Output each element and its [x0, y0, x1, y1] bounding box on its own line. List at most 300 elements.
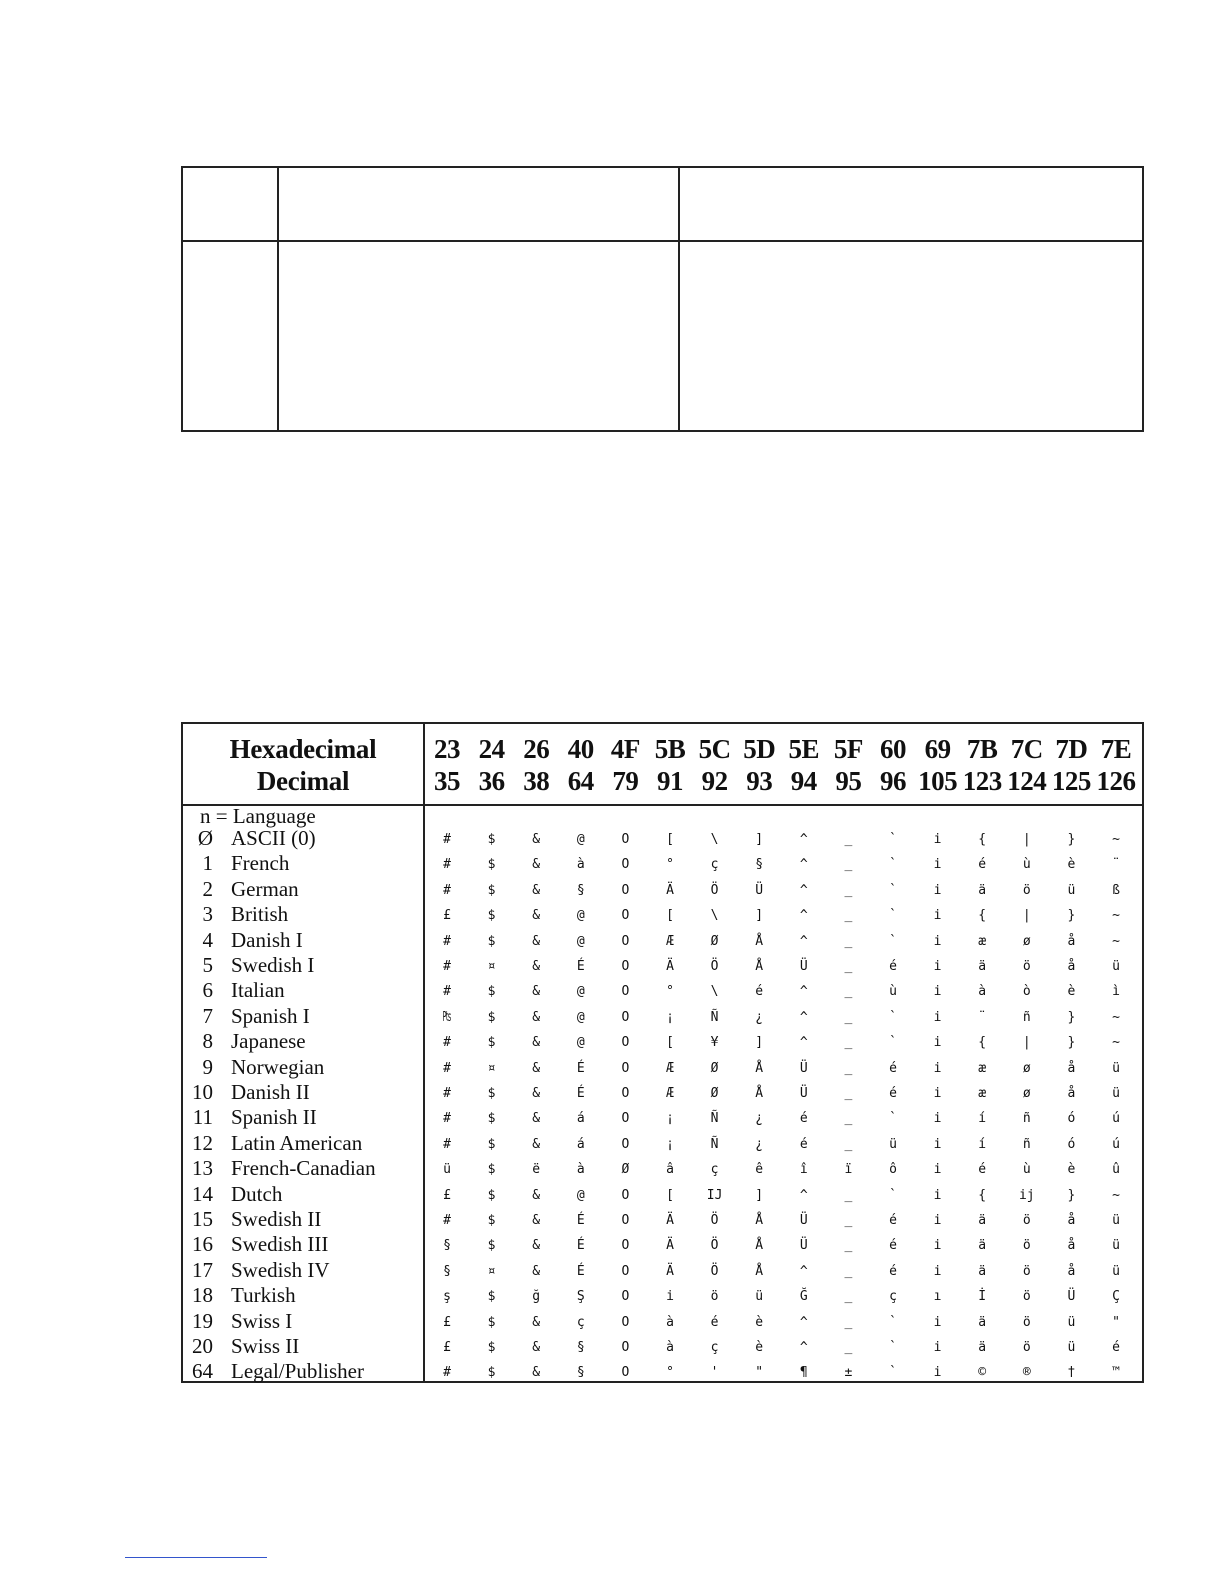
character-glyph: `	[889, 908, 897, 924]
decimal-code: 79	[612, 766, 639, 796]
character-glyph: _	[844, 1238, 853, 1254]
character-glyph: ü	[1112, 1263, 1120, 1279]
character-glyph: O	[621, 882, 630, 898]
character-glyph: Ü	[799, 1213, 808, 1228]
character-glyph: i	[933, 832, 942, 847]
character-glyph: O	[621, 908, 630, 924]
language-name: Norwegian	[231, 1054, 325, 1079]
character-glyph: é	[710, 1314, 719, 1330]
decimal-code: 125	[1051, 766, 1091, 796]
character-glyph: §	[576, 1365, 585, 1381]
character-glyph: &	[532, 857, 541, 873]
character-glyph: Å	[755, 1086, 764, 1101]
character-glyph: ñ	[1022, 1009, 1031, 1025]
language-number: 10	[192, 1080, 213, 1104]
character-glyph: ]	[755, 832, 764, 847]
character-glyph: æ	[978, 1086, 987, 1101]
character-glyph: ö	[1022, 1213, 1031, 1228]
character-glyph: Æ	[666, 1086, 674, 1101]
character-glyph: @	[576, 984, 585, 1000]
language-name: Swedish I	[231, 953, 315, 977]
character-glyph: &	[532, 1263, 541, 1279]
decimal-code: 94	[790, 766, 817, 796]
decimal-code: 38	[523, 766, 550, 796]
character-glyph: _	[844, 1086, 853, 1101]
character-glyph: #	[443, 857, 451, 873]
character-glyph: Ø	[710, 1060, 719, 1076]
character-glyph: #	[443, 1136, 451, 1152]
character-glyph: ö	[1022, 1314, 1031, 1330]
language-number: 20	[192, 1334, 213, 1358]
character-set-table	[181, 722, 1144, 1383]
character-glyph: `	[889, 1009, 897, 1025]
decimal-code: 96	[880, 766, 906, 796]
character-glyph: ù	[889, 984, 897, 1000]
character-glyph: O	[621, 1263, 630, 1279]
character-glyph: i	[933, 882, 942, 898]
character-glyph: £	[443, 1314, 451, 1330]
character-glyph: $	[487, 933, 496, 949]
character-glyph: O	[621, 1009, 630, 1025]
character-glyph: \	[710, 908, 719, 924]
character-glyph: å	[1067, 959, 1076, 974]
character-glyph: ^	[799, 1035, 808, 1051]
character-glyph: ß	[1112, 882, 1120, 898]
character-glyph: é	[799, 1136, 808, 1152]
character-glyph: ø	[1022, 1086, 1031, 1101]
hex-code: 69	[924, 734, 951, 764]
character-glyph: &	[532, 908, 541, 924]
character-glyph: `	[889, 1035, 897, 1051]
character-glyph: ¿	[755, 1136, 764, 1152]
character-glyph: i	[933, 959, 942, 974]
character-glyph: ø	[1022, 933, 1031, 949]
character-glyph: Ñ	[710, 1009, 719, 1025]
character-glyph: }	[1067, 1009, 1076, 1025]
language-name: Swedish IV	[231, 1257, 330, 1282]
character-glyph: ¨	[978, 1009, 987, 1025]
language-number: 6	[202, 978, 213, 1003]
character-glyph: Ü	[799, 959, 808, 974]
character-glyph: ¡	[666, 1111, 674, 1127]
character-glyph: &	[532, 1035, 541, 1051]
character-glyph: ^	[799, 1314, 808, 1330]
table-row	[183, 1182, 1142, 1207]
table-row	[183, 1334, 1142, 1359]
character-glyph: å	[1067, 1213, 1076, 1228]
character-glyph: i	[933, 908, 942, 924]
character-glyph: i	[933, 857, 942, 873]
character-glyph: O	[621, 1213, 630, 1228]
character-glyph: {	[978, 1035, 987, 1051]
character-glyph: ü	[889, 1136, 897, 1152]
character-glyph: O	[621, 984, 630, 1000]
character-glyph: ^	[799, 832, 808, 847]
character-glyph: í	[978, 1111, 987, 1127]
character-glyph: {	[978, 1187, 987, 1203]
character-glyph: _	[844, 1035, 853, 1051]
character-glyph: _	[844, 984, 853, 1000]
character-glyph: é	[889, 1263, 897, 1279]
character-glyph: #	[443, 1086, 451, 1101]
character-glyph: $	[487, 1009, 496, 1025]
character-glyph: ¡	[666, 1136, 674, 1152]
character-glyph: &	[532, 1086, 541, 1101]
character-glyph: ü	[1112, 1086, 1120, 1101]
character-glyph: ñ	[1022, 1136, 1031, 1152]
character-glyph: `	[889, 1365, 897, 1381]
language-number: 4	[202, 927, 213, 952]
character-glyph: É	[576, 1060, 585, 1076]
language-name: Turkish	[231, 1283, 296, 1308]
character-glyph: O	[621, 1035, 630, 1051]
character-glyph: è	[755, 1314, 764, 1330]
character-glyph: °	[666, 1365, 674, 1381]
character-glyph: ä	[978, 1213, 987, 1228]
language-name: Swiss I	[231, 1308, 293, 1333]
language-name: Swedish II	[231, 1207, 322, 1231]
character-glyph: ç	[710, 1162, 719, 1178]
character-glyph: Ö	[710, 882, 719, 898]
character-glyph: Ö	[710, 1238, 719, 1254]
character-glyph: $	[487, 1365, 496, 1381]
character-glyph: ü	[755, 1289, 764, 1305]
character-glyph: IJ	[706, 1187, 723, 1203]
language-name: Spanish II	[231, 1105, 317, 1130]
character-glyph: `	[889, 1340, 897, 1355]
hexadecimal-label: Hexadecimal	[229, 734, 377, 764]
character-glyph: O	[621, 1289, 630, 1305]
character-glyph: ™	[1112, 1365, 1120, 1381]
character-glyph: #	[443, 1111, 451, 1127]
hex-code: 23	[434, 734, 460, 764]
character-glyph: i	[666, 1289, 674, 1305]
character-glyph: è	[1067, 984, 1076, 1000]
table-row	[183, 953, 1142, 978]
character-glyph: {	[978, 832, 987, 847]
character-glyph: ü	[443, 1162, 451, 1178]
character-glyph: å	[1067, 1263, 1076, 1279]
character-glyph: £	[443, 1187, 451, 1203]
character-glyph: ö	[1022, 959, 1031, 974]
character-glyph: i	[933, 1187, 942, 1203]
character-glyph: @	[576, 1187, 585, 1203]
character-glyph: [	[666, 1187, 674, 1203]
character-glyph: ğ	[532, 1289, 541, 1305]
character-glyph: à	[576, 857, 585, 873]
character-glyph: O	[621, 959, 630, 974]
character-glyph: #	[443, 882, 451, 898]
language-name: French-Canadian	[231, 1156, 376, 1181]
character-glyph: _	[844, 1136, 853, 1152]
character-glyph: °	[666, 857, 674, 873]
character-glyph: &	[532, 1213, 541, 1228]
character-glyph: à	[576, 1162, 585, 1178]
character-glyph: ^	[799, 984, 808, 1000]
character-glyph: $	[487, 1136, 496, 1152]
character-glyph: £	[443, 1340, 451, 1355]
character-glyph: ç	[889, 1289, 897, 1305]
character-glyph: ¥	[710, 1035, 719, 1051]
character-glyph: ú	[1112, 1136, 1120, 1152]
character-glyph: @	[576, 1009, 585, 1025]
footnote-rule	[125, 1557, 267, 1558]
character-glyph: ò	[1022, 984, 1031, 1000]
character-glyph: i	[933, 1314, 942, 1330]
character-glyph: O	[621, 857, 630, 873]
character-glyph: ï	[844, 1162, 853, 1178]
character-glyph: Ç	[1112, 1289, 1120, 1305]
hex-code: 5D	[743, 734, 776, 764]
character-glyph: &	[532, 1340, 541, 1355]
language-number: 7	[202, 1003, 213, 1028]
table-row	[183, 851, 1142, 876]
character-glyph: '	[710, 1365, 719, 1381]
character-glyph: ^	[799, 857, 808, 873]
character-glyph: É	[576, 959, 585, 974]
character-glyph: ç	[710, 1340, 719, 1355]
character-glyph: ş	[443, 1289, 451, 1305]
character-glyph: &	[532, 1009, 541, 1025]
character-glyph: ö	[1022, 1289, 1031, 1305]
character-glyph: Ö	[710, 1213, 719, 1228]
language-name: Latin American	[231, 1130, 363, 1155]
table-row	[183, 1131, 1142, 1156]
character-glyph: `	[889, 1187, 897, 1203]
character-glyph: Ä	[666, 882, 674, 898]
hex-code: 26	[523, 734, 550, 764]
character-glyph: ¿	[755, 1009, 764, 1025]
character-glyph: $	[487, 984, 496, 1000]
decimal-code: 95	[835, 766, 862, 796]
character-glyph: ü	[1112, 959, 1120, 974]
character-glyph: ¤	[487, 1060, 496, 1076]
character-glyph: [	[666, 832, 674, 847]
character-glyph: æ	[978, 1060, 987, 1076]
character-glyph: ^	[799, 1263, 808, 1279]
character-glyph: é	[889, 1238, 897, 1254]
character-glyph: É	[576, 1213, 585, 1228]
character-glyph: _	[844, 1314, 853, 1330]
character-glyph: İ	[978, 1289, 987, 1305]
character-glyph: å	[1067, 1086, 1076, 1101]
character-glyph: ₧	[443, 1009, 451, 1025]
table-row	[183, 877, 1142, 902]
language-name: Dutch	[231, 1181, 283, 1206]
decimal-code: 35	[434, 766, 460, 796]
character-glyph: é	[755, 984, 764, 1000]
table-row	[183, 1359, 1142, 1384]
character-glyph: ä	[978, 1238, 987, 1254]
character-glyph: ü	[1112, 1060, 1120, 1076]
character-glyph: O	[621, 1238, 630, 1254]
character-glyph: \	[710, 832, 719, 847]
character-glyph: &	[532, 984, 541, 1000]
character-glyph: í	[978, 1136, 987, 1152]
language-name: Japanese	[231, 1029, 306, 1054]
character-glyph: ê	[755, 1162, 764, 1178]
character-glyph: i	[933, 1111, 942, 1127]
character-glyph: ü	[1067, 1340, 1076, 1355]
character-glyph: ^	[799, 882, 808, 898]
character-glyph: ö	[710, 1289, 719, 1305]
language-number: 2	[202, 876, 213, 901]
character-glyph: $	[487, 857, 496, 873]
table-row	[183, 826, 1142, 851]
character-glyph: #	[443, 959, 451, 974]
character-glyph: §	[443, 1238, 451, 1254]
character-glyph: Ø	[710, 933, 719, 949]
character-glyph: ^	[799, 1187, 808, 1203]
character-glyph: &	[532, 1136, 541, 1152]
character-glyph: ä	[978, 959, 987, 974]
language-name: Swedish III	[231, 1232, 329, 1257]
hex-code: 7E	[1100, 734, 1132, 764]
character-glyph: ä	[978, 1340, 987, 1355]
hex-code: 7D	[1055, 734, 1088, 764]
character-glyph: $	[487, 1086, 496, 1101]
character-glyph: i	[933, 1213, 942, 1228]
language-number: 64	[192, 1359, 213, 1384]
decimal-label: Decimal	[256, 766, 350, 796]
character-glyph: _	[844, 908, 853, 924]
language-name: Spanish I	[231, 1003, 310, 1028]
character-glyph: Å	[755, 1238, 764, 1254]
character-glyph: $	[487, 832, 496, 847]
character-glyph: è	[755, 1340, 764, 1355]
character-glyph: ü	[1067, 1314, 1076, 1330]
hex-code: 4F	[610, 734, 640, 764]
character-glyph: Ş	[576, 1289, 585, 1305]
character-glyph: |	[1022, 832, 1031, 847]
character-glyph: _	[844, 1187, 853, 1203]
character-glyph: ^	[799, 933, 808, 949]
language-name: Danish I	[231, 927, 303, 952]
character-glyph: "	[755, 1365, 764, 1381]
character-glyph: ü	[1112, 1238, 1120, 1254]
character-glyph: $	[487, 908, 496, 924]
character-glyph: @	[576, 832, 585, 847]
language-name: ASCII (0)	[231, 826, 316, 850]
character-glyph: O	[621, 1314, 630, 1330]
character-glyph: ñ	[1022, 1111, 1031, 1127]
language-name: Danish II	[231, 1080, 310, 1104]
character-glyph: å	[1067, 1060, 1076, 1076]
language-number: Ø	[197, 826, 213, 850]
character-glyph: $	[487, 882, 496, 898]
language-number: 3	[202, 902, 213, 927]
character-glyph: á	[576, 1136, 585, 1152]
character-glyph: ~	[1112, 1187, 1120, 1203]
character-glyph: Ñ	[710, 1136, 719, 1152]
character-glyph: ç	[710, 857, 719, 873]
hex-code: 5E	[788, 734, 820, 764]
character-glyph: ]	[755, 908, 764, 924]
decimal-code: 64	[567, 766, 594, 796]
character-glyph: $	[487, 1314, 496, 1330]
character-glyph: Å	[755, 933, 764, 949]
character-glyph: ì	[1112, 984, 1120, 1000]
character-glyph: É	[576, 1263, 585, 1279]
character-glyph: #	[443, 1035, 451, 1051]
character-glyph: i	[933, 1162, 942, 1178]
hex-code: 5F	[833, 734, 863, 764]
table-row	[183, 1207, 1142, 1232]
table-row	[183, 1029, 1142, 1054]
character-glyph: }	[1067, 832, 1076, 847]
character-glyph: ^	[799, 1009, 808, 1025]
decimal-code: 126	[1096, 766, 1136, 796]
character-glyph: ó	[1067, 1136, 1076, 1152]
table-row	[183, 1080, 1142, 1105]
character-glyph: `	[889, 933, 897, 949]
language-number: 16	[192, 1232, 213, 1257]
character-glyph: @	[576, 1035, 585, 1051]
character-glyph: ú	[1112, 1111, 1120, 1127]
hex-code: 7C	[1010, 734, 1043, 764]
character-glyph: ~	[1112, 1035, 1120, 1051]
character-glyph: O	[621, 1187, 630, 1203]
character-glyph: `	[889, 832, 897, 847]
character-glyph: #	[443, 984, 451, 1000]
character-glyph: #	[443, 933, 451, 949]
hex-code: 24	[478, 734, 505, 764]
character-glyph: &	[532, 1187, 541, 1203]
language-number: 12	[192, 1130, 213, 1155]
table-row	[183, 1156, 1142, 1181]
character-glyph: Ø	[621, 1162, 630, 1178]
decimal-code: 91	[657, 766, 683, 796]
character-glyph: _	[844, 959, 853, 974]
character-glyph: &	[532, 1365, 541, 1381]
character-glyph: Ü	[1067, 1289, 1076, 1305]
character-glyph: i	[933, 1086, 942, 1101]
table-row	[183, 978, 1142, 1003]
character-glyph: é	[978, 857, 987, 873]
character-glyph: ~	[1112, 908, 1120, 924]
character-glyph: é	[1112, 1340, 1120, 1355]
character-glyph: i	[933, 933, 942, 949]
character-glyph: §	[443, 1263, 451, 1279]
character-glyph: `	[889, 857, 897, 873]
character-glyph: _	[844, 882, 853, 898]
language-number: 13	[192, 1156, 213, 1181]
language-name: French	[231, 851, 290, 876]
table-row	[183, 1309, 1142, 1334]
decimal-code: 92	[701, 766, 728, 796]
table-row	[183, 902, 1142, 927]
character-glyph: Å	[755, 1213, 764, 1228]
language-number: 19	[192, 1308, 213, 1333]
character-glyph: ä	[978, 882, 987, 898]
language-name: Legal/Publisher	[231, 1359, 364, 1384]
character-glyph: Ä	[666, 1263, 674, 1279]
character-glyph: Ä	[666, 1213, 674, 1228]
character-glyph: ¿	[755, 1111, 764, 1127]
character-glyph: ü	[1112, 1213, 1120, 1228]
hex-code: 5B	[654, 734, 686, 764]
character-glyph: $	[487, 1238, 496, 1254]
character-glyph: #	[443, 1213, 451, 1228]
character-glyph: _	[844, 1060, 853, 1076]
character-glyph: û	[1112, 1162, 1120, 1178]
character-glyph: â	[666, 1162, 674, 1178]
character-glyph: ü	[1067, 882, 1076, 898]
language-number: 5	[202, 953, 213, 977]
character-glyph: $	[487, 1213, 496, 1228]
character-glyph: Ä	[666, 1238, 674, 1254]
character-glyph: i	[933, 1238, 942, 1254]
